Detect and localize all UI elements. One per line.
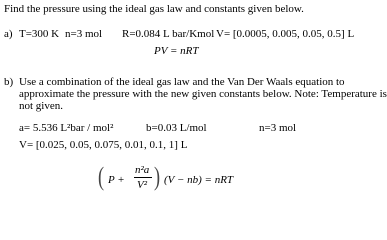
van-der-waals-equation: [98, 160, 298, 196]
ideal-gas-equation: PV = nRT: [154, 45, 199, 57]
left-paren: (: [98, 162, 105, 191]
part-b-volumes: V= [0.025, 0.05, 0.075, 0.01, 0.1, 1] L: [19, 139, 188, 151]
vdw-right-side: (V − nb) = nRT: [164, 174, 234, 186]
part-a-moles: n=3 mol: [65, 28, 103, 40]
part-b-label: b): [4, 76, 14, 88]
part-a-temperature: T=300 K: [19, 28, 60, 40]
part-b-moles: n=3 mol: [259, 122, 297, 134]
right-paren: ): [154, 162, 161, 191]
part-a-volumes: V= [0.0005, 0.005, 0.05, 0.5] L: [216, 28, 355, 40]
part-b-text-line1: Use a combination of the ideal gas law and the Van Der Waals equation to: [19, 76, 345, 88]
part-a-label: a): [4, 28, 13, 40]
vdw-b-constant: b=0.03 L/mol: [146, 122, 207, 134]
vdw-pressure-term: P +: [108, 174, 125, 186]
part-a-gas-constant: R=0.084 L bar/Kmol: [122, 28, 215, 40]
part-b-text-line3: not given.: [19, 100, 63, 112]
fraction-bar: [134, 177, 152, 178]
vdw-a-constant: a= 5.536 L²bar / mol²: [19, 122, 114, 134]
intro-text: Find the pressure using the ideal gas law and constants given below.: [4, 3, 304, 15]
vdw-numerator: n²a: [135, 164, 150, 176]
part-b-text-line2: approximate the pressure with the new given constants below. Note: Temperature is: [19, 88, 387, 100]
vdw-denominator: V²: [137, 179, 148, 191]
